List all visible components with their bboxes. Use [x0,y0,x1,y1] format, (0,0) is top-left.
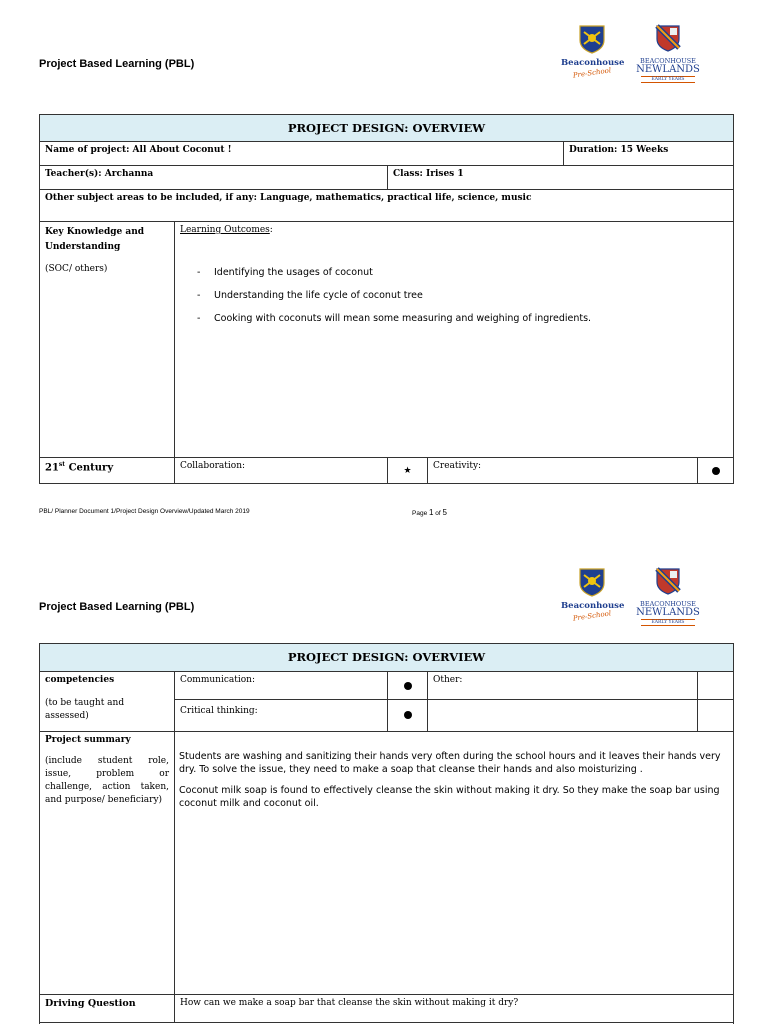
competencies-grid [175,672,733,731]
collaboration-mark [388,458,428,483]
newlands-logo [633,567,703,633]
logo-preschool-text: Pre-School [572,66,612,80]
taught-label: (to be taught and assessed) [45,698,125,721]
summary-paragraph-1: Students are washing and sanitizing their hands very often during the school hours and it leaves their hands very dry. To solve the issue, they need to make a soap that cleanse their hands and also moisturizing . [179,751,721,775]
other-label: Other: [428,672,698,699]
critical-thinking-empty-2 [698,699,733,731]
table-row-project-name [40,142,733,166]
competencies-label: competencies [45,675,115,685]
table-row-competencies [40,672,733,732]
competency-row-1 [175,672,733,700]
communication-mark [388,672,428,699]
page-total: 5 [442,508,447,517]
competency-row-2 [175,699,733,731]
page-prefix: Page [412,510,428,517]
table-row-21st-century [40,458,733,483]
table-banner-2: PROJECT DESIGN: OVERVIEW [40,644,733,672]
beaconhouse-logo [561,24,623,90]
logo-beaconhouse-name: Beaconhouse [561,601,625,611]
century-sup: st [58,461,66,468]
key-knowledge-cell [40,222,175,457]
logo-beaconhouse-name: Beaconhouse [561,58,625,68]
overview-table-1 [39,114,734,484]
summary-label: Project summary [45,735,131,745]
beaconhouse-logo [561,567,623,633]
newlands-shield-icon [655,567,681,595]
header-title-2: Project Based Learning (PBL) [39,601,195,613]
list-item: - Identifying the usages of coconut [197,267,728,278]
page-number [412,508,447,517]
summary-paragraph-2: Coconut milk soap is found to effectively cleanse the skin without making it dry. So they make the soap bar using coconut milk and coconut oil. [179,785,720,809]
list-item: - Understanding the life cycle of coconut tree [197,290,728,301]
logo-newlands-top: BEACONHOUSE [640,57,696,65]
project-name: Name of project: All About Coconut ! [40,142,564,165]
soc-label: (SOC/ others) [45,264,108,274]
creativity-label: Creativity: [428,458,698,483]
table-row-driving-question [40,995,733,1023]
class-name: Class: Irises 1 [393,169,464,179]
learning-outcomes-colon: : [269,225,273,235]
key-knowledge-label: Key Knowledge and Understanding [45,227,145,252]
collaboration-label: Collaboration: [175,458,388,483]
critical-thinking-label: Critical thinking: [175,699,388,731]
duration: Duration: 15 Weeks [569,145,669,155]
beaconhouse-crest-icon [577,24,607,54]
century-word: Century [68,462,114,474]
bullet-icon [404,711,412,719]
logo-newlands-name: NEWLANDS [636,607,700,618]
school-logos-2 [561,567,706,633]
beaconhouse-crest-icon [577,567,607,597]
critical-thinking-mark [388,699,428,731]
table-row-other-subjects [40,190,733,222]
logo-newlands-sub: EARLY YEARS [641,619,695,626]
newlands-shield-icon [655,24,681,52]
teacher-name: Teacher(s): Archanna [40,166,388,189]
page-of: of [435,510,441,517]
logo-newlands-name: NEWLANDS [636,64,700,75]
other-mark [698,672,733,699]
communication-label: Communication: [175,672,388,699]
logo-newlands-top: BEACONHOUSE [640,600,696,608]
outcomes-list [197,267,728,324]
bullet-icon [712,467,720,475]
critical-thinking-empty [428,699,698,731]
table-banner: PROJECT DESIGN: OVERVIEW [40,115,733,142]
learning-outcomes-label: Learning Outcomes [180,225,270,235]
summary-content [175,732,733,994]
driving-question-label: Driving Question [40,995,175,1022]
star-icon: ★ [403,465,412,476]
creativity-mark [698,458,733,483]
bullet-icon [404,682,412,690]
summary-label-cell [40,732,175,994]
learning-outcomes-cell [175,222,733,457]
school-logos [561,24,706,90]
footer-text: PBL/ Planner Document 1/Project Design Overview/Updated March 2019 [39,508,250,515]
overview-table-2 [39,643,734,1024]
century-number: 21 [45,462,59,474]
driving-question: How can we make a soap bar that cleanse the skin without making it dry? [180,998,519,1008]
document-page-2 [0,545,768,1024]
logo-newlands-sub: EARLY YEARS [641,76,695,83]
logo-preschool-text: Pre-School [572,609,612,623]
page-num: 1 [429,508,434,517]
summary-note: (include student role, issue, problem or challenge, action taken, and purpose/ beneficiary) [45,756,169,805]
competencies-cell [40,672,175,731]
century-label [40,458,175,483]
header-title: Project Based Learning (PBL) [39,58,195,70]
table-row-key-knowledge [40,222,733,458]
list-item: - Cooking with coconuts will mean some measuring and weighing of ingredients. [197,313,728,324]
table-row-teacher [40,166,733,190]
other-subjects: Other subject areas to be included, if any: Language, mathematics, practical life, science, music [45,193,532,203]
newlands-logo [633,24,703,90]
table-row-project-summary [40,732,733,995]
